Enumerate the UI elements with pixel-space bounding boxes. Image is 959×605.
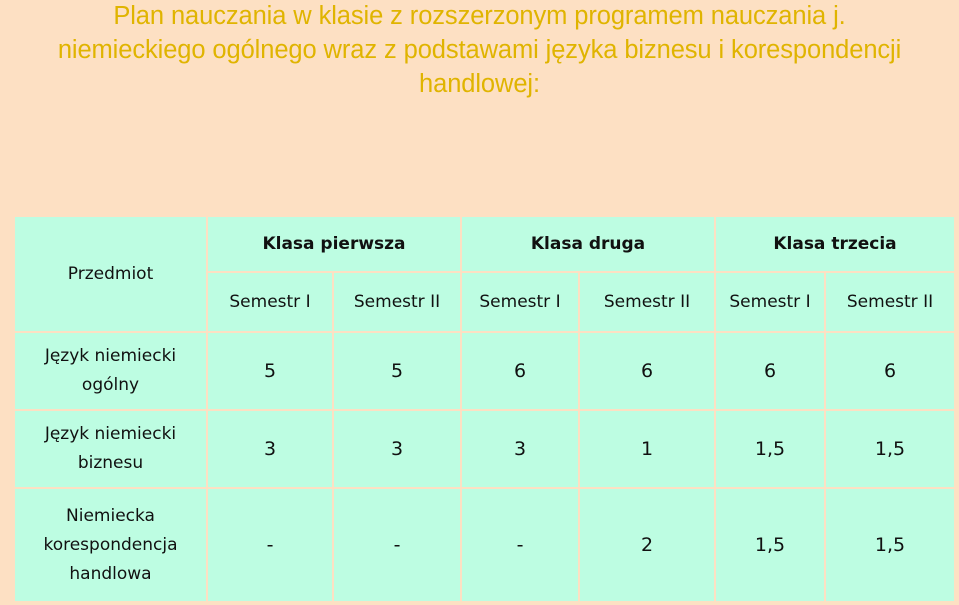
subject-line: biznesu — [77, 453, 144, 473]
subject-cell — [14, 410, 207, 488]
hours-cell: 3 — [207, 410, 333, 488]
hours-cell: 3 — [461, 410, 579, 488]
title-line-1: Plan nauczania w klasie z rozszerzonym programem nauczania j. — [113, 2, 846, 30]
table-row — [14, 488, 955, 602]
semester-header: Semestr II — [579, 272, 715, 332]
class-header-2: Klasa druga — [461, 216, 715, 272]
hours-cell: 6 — [579, 332, 715, 410]
subject-header: Przedmiot — [14, 216, 207, 332]
hours-cell: 5 — [333, 332, 461, 410]
curriculum-table — [13, 215, 956, 603]
class-header-3: Klasa trzecia — [715, 216, 955, 272]
hours-cell: 5 — [207, 332, 333, 410]
hours-cell: 1 — [579, 410, 715, 488]
semester-header: Semestr I — [715, 272, 825, 332]
subject-line: Język niemiecki — [44, 346, 177, 366]
table-row — [14, 410, 955, 488]
hours-cell: 1,5 — [715, 410, 825, 488]
subject-line: korespondencja — [43, 534, 178, 555]
hours-cell: 6 — [825, 332, 955, 410]
title-line-3: handlowej: — [419, 70, 540, 98]
subject-cell — [14, 332, 207, 410]
semester-header: Semestr II — [333, 272, 461, 332]
hours-cell: 1,5 — [715, 488, 825, 602]
hours-cell: 3 — [333, 410, 461, 488]
hours-cell: 2 — [579, 488, 715, 602]
title-line-2: niemieckiego ogólnego wraz z podstawami języka biznesu i korespondencji — [57, 36, 902, 64]
subject-cell — [14, 488, 207, 602]
hours-cell: - — [461, 488, 579, 602]
hours-cell: 1,5 — [825, 410, 955, 488]
hours-cell: - — [333, 488, 461, 602]
hours-cell: 6 — [461, 332, 579, 410]
table-row — [14, 332, 955, 410]
hours-cell: 1,5 — [825, 488, 955, 602]
subject-line: ogólny — [81, 375, 140, 395]
subject-line: Niemiecka — [66, 505, 155, 526]
class-header-1: Klasa pierwsza — [207, 216, 461, 272]
subject-line: handlowa — [69, 563, 152, 584]
class-header-row — [14, 216, 955, 272]
semester-header: Semestr I — [461, 272, 579, 332]
semester-header: Semestr II — [825, 272, 955, 332]
semester-header: Semestr I — [207, 272, 333, 332]
hours-cell: - — [207, 488, 333, 602]
page-title — [0, 0, 959, 101]
subject-line: Język niemiecki — [44, 424, 177, 444]
hours-cell: 6 — [715, 332, 825, 410]
